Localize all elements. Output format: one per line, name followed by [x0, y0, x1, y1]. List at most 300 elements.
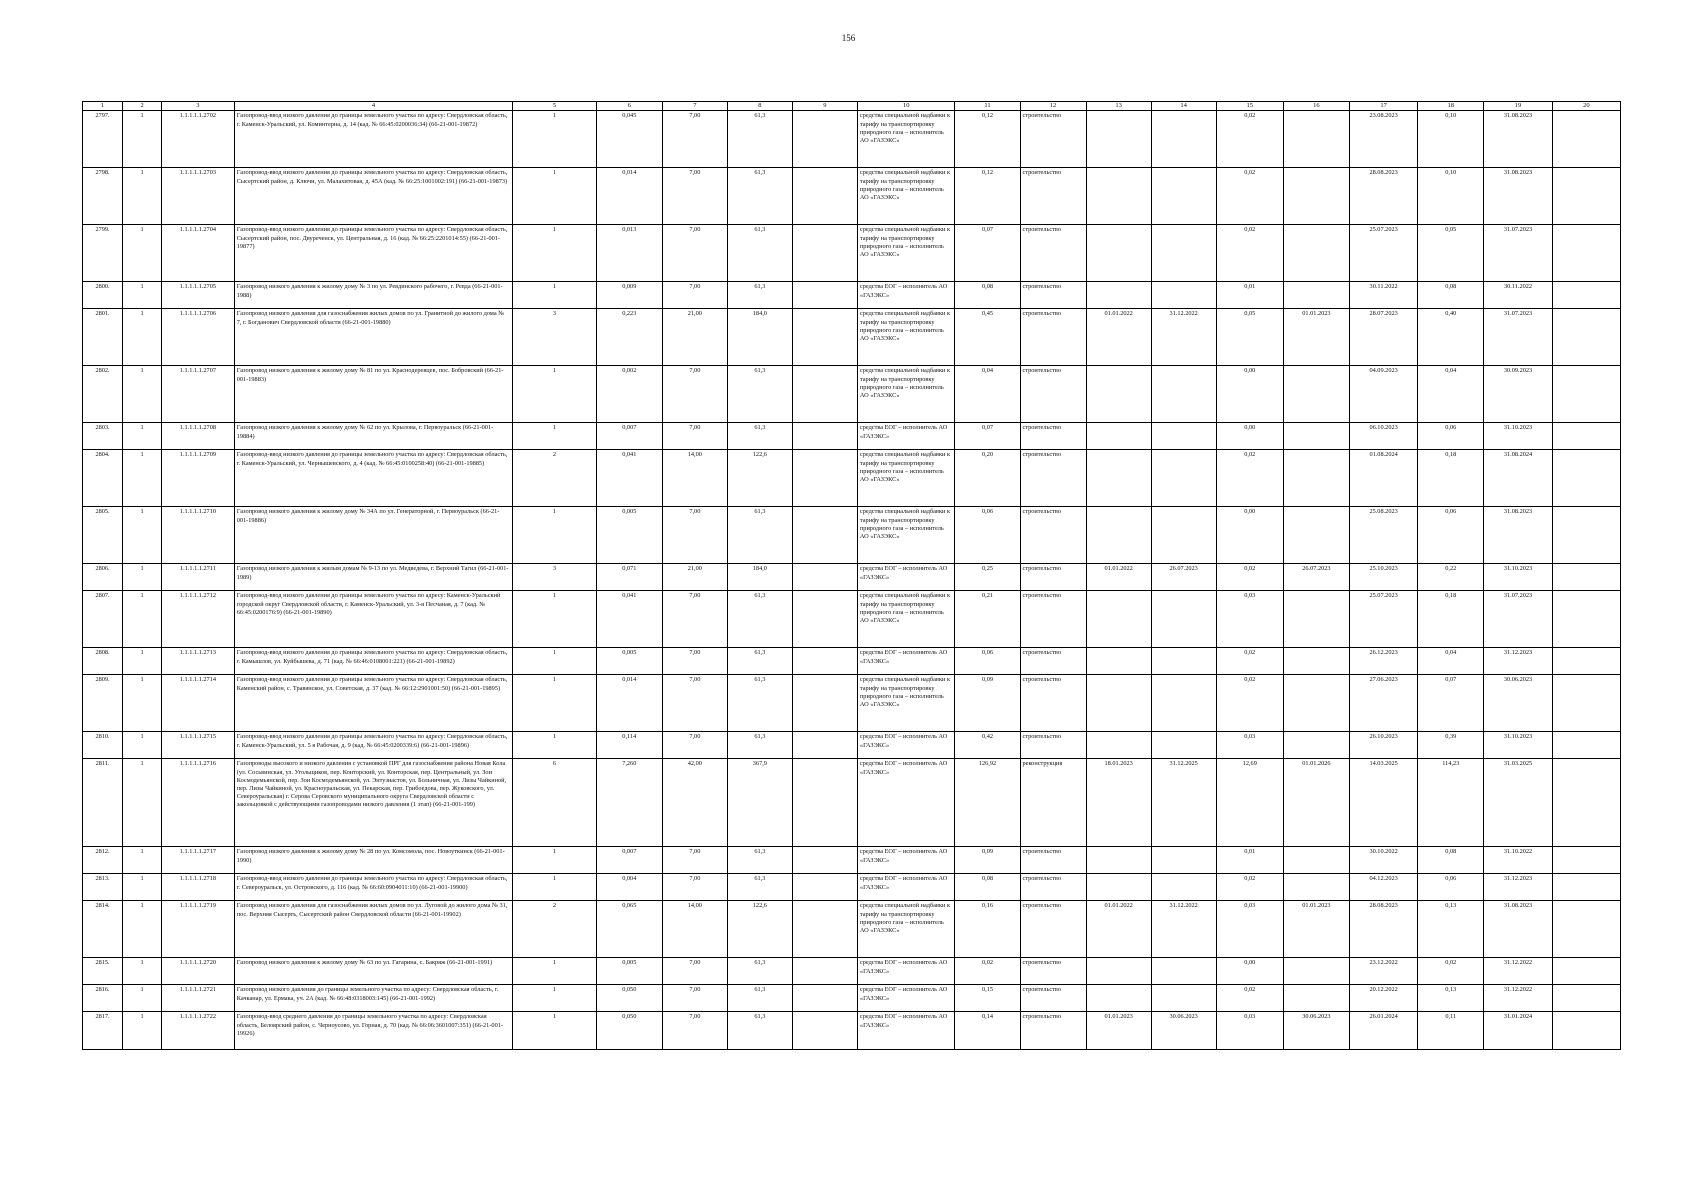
start-date-cell: [1086, 847, 1151, 874]
work-type-cell: строительство: [1020, 225, 1086, 282]
cost-cell: 126,92: [955, 759, 1020, 847]
start-date-cell: 18.01.2023: [1086, 759, 1151, 847]
object-code-cell: 1.1.1.1.1.2710: [162, 507, 235, 564]
table-row: [83, 168, 1621, 225]
table-row: [83, 958, 1621, 985]
table-row: [83, 564, 1621, 591]
value-7-cell: 42,00: [662, 759, 727, 847]
completion-date-cell: 31.12.2023: [1484, 874, 1552, 901]
date-16-cell: [1283, 958, 1349, 985]
count-cell: 3: [513, 564, 596, 591]
value-7-cell: 7,00: [662, 168, 727, 225]
value-18-cell: 0,04: [1418, 648, 1484, 675]
date-16-cell: 01.01.2023: [1283, 309, 1349, 366]
value-8-cell: 184,0: [727, 564, 792, 591]
date-17-cell: 30.11.2022: [1349, 282, 1417, 309]
column-number-header: 7: [662, 102, 727, 111]
value-20-cell: [1552, 648, 1620, 675]
table-row: [83, 759, 1621, 847]
value-18-cell: 0,10: [1418, 168, 1484, 225]
count-cell: 1: [513, 1012, 596, 1050]
date-16-cell: [1283, 847, 1349, 874]
row-number-cell: 2814.: [83, 901, 123, 958]
object-description-cell: Газопровод низкого давления к жилому дому № 3 по ул. Ревдинского рабочего, г. Ревда (66-21-001-1988): [234, 282, 513, 309]
cost-cell: 0,02: [955, 958, 1020, 985]
value-7-cell: 7,00: [662, 507, 727, 564]
count-cell: 2: [513, 450, 596, 507]
cost-cell: 0,07: [955, 423, 1020, 450]
count-cell: 1: [513, 366, 596, 423]
end-date-cell: [1151, 450, 1216, 507]
start-date-cell: [1086, 450, 1151, 507]
value-20-cell: [1552, 450, 1620, 507]
object-code-cell: 1.1.1.1.1.2702: [162, 111, 235, 168]
value-8-cell: 61,3: [727, 282, 792, 309]
row-number-cell: 2805.: [83, 507, 123, 564]
investment-program-table: [82, 101, 1621, 1050]
table-row: [83, 111, 1621, 168]
object-code-cell: 1.1.1.1.1.2715: [162, 732, 235, 759]
column-number-header: 2: [123, 102, 162, 111]
work-type-cell: строительство: [1020, 507, 1086, 564]
value-7-cell: 7,00: [662, 874, 727, 901]
cost-cell: 0,07: [955, 225, 1020, 282]
work-type-cell: строительство: [1020, 1012, 1086, 1050]
value-20-cell: [1552, 507, 1620, 564]
count-cell: 1: [513, 423, 596, 450]
completion-date-cell: 31.10.2023: [1484, 564, 1552, 591]
object-code-cell: 1.1.1.1.1.2703: [162, 168, 235, 225]
value-7-cell: 7,00: [662, 985, 727, 1012]
row-number-cell: 2797.: [83, 111, 123, 168]
completion-date-cell: 30.11.2022: [1484, 282, 1552, 309]
value-15-cell: 0,00: [1216, 423, 1283, 450]
value-8-cell: 61,3: [727, 847, 792, 874]
value-20-cell: [1552, 1012, 1620, 1050]
value-7-cell: 7,00: [662, 1012, 727, 1050]
date-16-cell: [1283, 675, 1349, 732]
date-17-cell: 26.12.2023: [1349, 648, 1417, 675]
table-row: [83, 309, 1621, 366]
table-row: [83, 282, 1621, 309]
work-type-cell: строительство: [1020, 874, 1086, 901]
date-16-cell: [1283, 282, 1349, 309]
date-17-cell: 04.09.2023: [1349, 366, 1417, 423]
cost-cell: 0,06: [955, 507, 1020, 564]
object-description-cell: Газопровод-ввод низкого давления до границы земельного участка по адресу: Свердловская область, г. Каменск-Уральский, ул. 5 я Рабочая, д. 9 (кад. № 66:45:0200339:6) (66-21-001-19896): [234, 732, 513, 759]
level-cell: 1: [123, 591, 162, 648]
object-code-cell: 1.1.1.1.1.2719: [162, 901, 235, 958]
object-code-cell: 1.1.1.1.1.2714: [162, 675, 235, 732]
end-date-cell: 26.07.2023: [1151, 564, 1216, 591]
value-8-cell: 122,6: [727, 901, 792, 958]
count-cell: 1: [513, 648, 596, 675]
column-number-header: 11: [955, 102, 1020, 111]
work-type-cell: строительство: [1020, 732, 1086, 759]
table-row: [83, 591, 1621, 648]
financing-source-cell: средства специальной надбавки к тарифу на транспортировку природного газа – исполнитель АО «ГАЗЭКС»: [857, 901, 955, 958]
value-9-cell: [792, 958, 857, 985]
work-type-cell: строительство: [1020, 901, 1086, 958]
financing-source-cell: средства ЕОГ – исполнитель АО «ГАЗЭКС»: [857, 648, 955, 675]
end-date-cell: [1151, 507, 1216, 564]
value-9-cell: [792, 225, 857, 282]
value-20-cell: [1552, 675, 1620, 732]
value-20-cell: [1552, 958, 1620, 985]
date-17-cell: 25.07.2023: [1349, 225, 1417, 282]
level-cell: 1: [123, 759, 162, 847]
date-16-cell: [1283, 732, 1349, 759]
level-cell: 1: [123, 675, 162, 732]
value-7-cell: 21,00: [662, 309, 727, 366]
row-number-cell: 2807.: [83, 591, 123, 648]
object-code-cell: 1.1.1.1.1.2713: [162, 648, 235, 675]
table-row: [83, 732, 1621, 759]
date-16-cell: [1283, 985, 1349, 1012]
value-9-cell: [792, 874, 857, 901]
date-17-cell: 27.06.2023: [1349, 675, 1417, 732]
column-number-header: 16: [1283, 102, 1349, 111]
date-17-cell: 25.08.2023: [1349, 507, 1417, 564]
date-17-cell: 25.10.2023: [1349, 564, 1417, 591]
value-18-cell: 0,11: [1418, 1012, 1484, 1050]
length-cell: 0,013: [596, 225, 662, 282]
value-18-cell: 0,05: [1418, 225, 1484, 282]
value-20-cell: [1552, 901, 1620, 958]
value-7-cell: 14,00: [662, 901, 727, 958]
completion-date-cell: 31.10.2023: [1484, 423, 1552, 450]
end-date-cell: [1151, 847, 1216, 874]
cost-cell: 0,04: [955, 366, 1020, 423]
financing-source-cell: средства специальной надбавки к тарифу на транспортировку природного газа – исполнитель АО «ГАЗЭКС»: [857, 225, 955, 282]
completion-date-cell: 31.07.2023: [1484, 225, 1552, 282]
object-description-cell: Газопровод-ввод среднего давления до границы земельного участка по адресу: Свердловская область, Белоярский район, с. Черноусово, ул. Горная, д. 70 (кад. № 66:06:3601007:351) (66-21-001-19926): [234, 1012, 513, 1050]
value-9-cell: [792, 507, 857, 564]
financing-source-cell: средства ЕОГ – исполнитель АО «ГАЗЭКС»: [857, 423, 955, 450]
date-16-cell: [1283, 423, 1349, 450]
object-code-cell: 1.1.1.1.1.2721: [162, 985, 235, 1012]
value-20-cell: [1552, 168, 1620, 225]
date-17-cell: 28.08.2023: [1349, 901, 1417, 958]
table-row: [83, 874, 1621, 901]
count-cell: 3: [513, 309, 596, 366]
start-date-cell: 01.01.2022: [1086, 564, 1151, 591]
completion-date-cell: 31.12.2022: [1484, 958, 1552, 985]
value-8-cell: 184,0: [727, 309, 792, 366]
level-cell: 1: [123, 1012, 162, 1050]
value-18-cell: 0,40: [1418, 309, 1484, 366]
completion-date-cell: 31.08.2023: [1484, 168, 1552, 225]
row-number-cell: 2817.: [83, 1012, 123, 1050]
value-9-cell: [792, 450, 857, 507]
value-7-cell: 7,00: [662, 847, 727, 874]
row-number-cell: 2809.: [83, 675, 123, 732]
level-cell: 1: [123, 958, 162, 985]
date-17-cell: 06.10.2023: [1349, 423, 1417, 450]
value-8-cell: 61,3: [727, 732, 792, 759]
date-16-cell: [1283, 874, 1349, 901]
cost-cell: 0,08: [955, 874, 1020, 901]
count-cell: 1: [513, 732, 596, 759]
financing-source-cell: средства специальной надбавки к тарифу на транспортировку природного газа – исполнитель АО «ГАЗЭКС»: [857, 168, 955, 225]
length-cell: 0,050: [596, 985, 662, 1012]
column-number-header: 14: [1151, 102, 1216, 111]
length-cell: 0,223: [596, 309, 662, 366]
value-20-cell: [1552, 591, 1620, 648]
work-type-cell: строительство: [1020, 168, 1086, 225]
count-cell: 1: [513, 168, 596, 225]
financing-source-cell: средства ЕОГ – исполнитель АО «ГАЗЭКС»: [857, 759, 955, 847]
value-9-cell: [792, 282, 857, 309]
value-9-cell: [792, 732, 857, 759]
start-date-cell: [1086, 675, 1151, 732]
length-cell: 0,050: [596, 1012, 662, 1050]
value-8-cell: 61,3: [727, 675, 792, 732]
completion-date-cell: 31.10.2022: [1484, 847, 1552, 874]
work-type-cell: строительство: [1020, 111, 1086, 168]
cost-cell: 0,12: [955, 111, 1020, 168]
cost-cell: 0,25: [955, 564, 1020, 591]
value-9-cell: [792, 309, 857, 366]
level-cell: 1: [123, 847, 162, 874]
cost-cell: 0,21: [955, 591, 1020, 648]
value-7-cell: 14,00: [662, 450, 727, 507]
object-code-cell: 1.1.1.1.1.2720: [162, 958, 235, 985]
row-number-cell: 2798.: [83, 168, 123, 225]
end-date-cell: [1151, 958, 1216, 985]
completion-date-cell: 31.07.2023: [1484, 591, 1552, 648]
value-8-cell: 61,3: [727, 1012, 792, 1050]
start-date-cell: [1086, 648, 1151, 675]
financing-source-cell: средства специальной надбавки к тарифу на транспортировку природного газа – исполнитель АО «ГАЗЭКС»: [857, 591, 955, 648]
value-15-cell: 0,00: [1216, 366, 1283, 423]
value-8-cell: 61,3: [727, 648, 792, 675]
end-date-cell: [1151, 591, 1216, 648]
row-number-cell: 2806.: [83, 564, 123, 591]
value-18-cell: 0,08: [1418, 847, 1484, 874]
date-16-cell: [1283, 366, 1349, 423]
date-17-cell: 30.10.2022: [1349, 847, 1417, 874]
date-16-cell: [1283, 591, 1349, 648]
financing-source-cell: средства ЕОГ – исполнитель АО «ГАЗЭКС»: [857, 1012, 955, 1050]
row-number-cell: 2802.: [83, 366, 123, 423]
level-cell: 1: [123, 282, 162, 309]
value-20-cell: [1552, 759, 1620, 847]
end-date-cell: [1151, 366, 1216, 423]
value-9-cell: [792, 759, 857, 847]
length-cell: 7,260: [596, 759, 662, 847]
object-description-cell: Газопровод-ввод низкого давления до границы земельного участка по адресу: Свердловская область, г. Камышлов, ул. Куйбышева, д. 71 (кад. № 66:46:0108001:221) (66-21-001-19892): [234, 648, 513, 675]
value-7-cell: 7,00: [662, 958, 727, 985]
start-date-cell: 01.01.2023: [1086, 1012, 1151, 1050]
financing-source-cell: средства ЕОГ – исполнитель АО «ГАЗЭКС»: [857, 282, 955, 309]
financing-source-cell: средства ЕОГ – исполнитель АО «ГАЗЭКС»: [857, 874, 955, 901]
object-description-cell: Газопровод-ввод низкого давления до границы земельного участка по адресу: Свердловская область, г. Каменск-Уральский, ул. Чернышевского, д. 4 (кад. № 66:45:0100258:40) (66-21-001-19885): [234, 450, 513, 507]
date-16-cell: 26.07.2023: [1283, 564, 1349, 591]
level-cell: 1: [123, 423, 162, 450]
value-8-cell: 61,3: [727, 591, 792, 648]
value-20-cell: [1552, 225, 1620, 282]
value-7-cell: 7,00: [662, 648, 727, 675]
object-description-cell: Газопровод-ввод низкого давления до границы земельного участка по адресу: Свердловская область, Сысертский район, д. Ключи, ул. Малахитовая, д. 45А (кад. № 66:25:1001002:191) (66-21-001-19873): [234, 168, 513, 225]
count-cell: 1: [513, 591, 596, 648]
value-15-cell: 0,03: [1216, 901, 1283, 958]
column-number-header: 6: [596, 102, 662, 111]
value-9-cell: [792, 1012, 857, 1050]
date-16-cell: [1283, 507, 1349, 564]
completion-date-cell: 31.01.2024: [1484, 1012, 1552, 1050]
count-cell: 1: [513, 874, 596, 901]
value-9-cell: [792, 168, 857, 225]
length-cell: 0,041: [596, 450, 662, 507]
object-code-cell: 1.1.1.1.1.2722: [162, 1012, 235, 1050]
work-type-cell: строительство: [1020, 591, 1086, 648]
row-number-cell: 2799.: [83, 225, 123, 282]
value-8-cell: 61,3: [727, 366, 792, 423]
value-15-cell: 0,03: [1216, 732, 1283, 759]
date-16-cell: [1283, 450, 1349, 507]
object-description-cell: Газопровод низкого давления для газоснабжения жилых домов по ул. Луговой до жилого дома № 31, пос. Верхняя Сысерть, Сысертский район Свердловской области (66-21-001-19902): [234, 901, 513, 958]
completion-date-cell: 31.08.2024: [1484, 450, 1552, 507]
length-cell: 0,014: [596, 168, 662, 225]
start-date-cell: [1086, 168, 1151, 225]
value-7-cell: 7,00: [662, 732, 727, 759]
value-18-cell: 0,07: [1418, 675, 1484, 732]
value-7-cell: 21,00: [662, 564, 727, 591]
date-17-cell: 28.08.2023: [1349, 168, 1417, 225]
cost-cell: 0,09: [955, 675, 1020, 732]
financing-source-cell: средства ЕОГ – исполнитель АО «ГАЗЭКС»: [857, 847, 955, 874]
work-type-cell: строительство: [1020, 366, 1086, 423]
financing-source-cell: средства специальной надбавки к тарифу на транспортировку природного газа – исполнитель АО «ГАЗЭКС»: [857, 507, 955, 564]
end-date-cell: [1151, 732, 1216, 759]
count-cell: 1: [513, 958, 596, 985]
end-date-cell: [1151, 168, 1216, 225]
date-17-cell: 23.08.2023: [1349, 111, 1417, 168]
object-description-cell: Газопровод низкого давления к жилым домам № 9-13 по ул. Медведева, г. Верхний Тагил (66-21-001-1989): [234, 564, 513, 591]
object-description-cell: Газопровод-ввод низкого давления до границы земельного участка по адресу: Свердловская область, г. Каменск-Уральский, ул. Коминтерна, д. 14 (кад. № 66:45:0200036:34) (66-21-001-19872): [234, 111, 513, 168]
value-18-cell: 0,18: [1418, 450, 1484, 507]
object-description-cell: Газопровод низкого давления к жилому дому № 34А по ул. Генераторной, г. Первоуральск (66-21-001-19886): [234, 507, 513, 564]
value-7-cell: 7,00: [662, 366, 727, 423]
value-8-cell: 61,3: [727, 225, 792, 282]
level-cell: 1: [123, 874, 162, 901]
row-number-cell: 2812.: [83, 847, 123, 874]
column-number-header: 3: [162, 102, 235, 111]
column-number-header: 5: [513, 102, 596, 111]
value-20-cell: [1552, 423, 1620, 450]
completion-date-cell: 31.08.2023: [1484, 901, 1552, 958]
date-16-cell: [1283, 168, 1349, 225]
row-number-cell: 2815.: [83, 958, 123, 985]
value-9-cell: [792, 847, 857, 874]
cost-cell: 0,16: [955, 901, 1020, 958]
value-20-cell: [1552, 282, 1620, 309]
work-type-cell: реконструкция: [1020, 759, 1086, 847]
object-code-cell: 1.1.1.1.1.2705: [162, 282, 235, 309]
value-8-cell: 61,3: [727, 958, 792, 985]
financing-source-cell: средства специальной надбавки к тарифу на транспортировку природного газа – исполнитель АО «ГАЗЭКС»: [857, 366, 955, 423]
object-code-cell: 1.1.1.1.1.2718: [162, 874, 235, 901]
length-cell: 0,004: [596, 874, 662, 901]
end-date-cell: [1151, 282, 1216, 309]
start-date-cell: [1086, 282, 1151, 309]
column-number-header: 13: [1086, 102, 1151, 111]
cost-cell: 0,12: [955, 168, 1020, 225]
value-7-cell: 7,00: [662, 423, 727, 450]
date-17-cell: 28.07.2023: [1349, 309, 1417, 366]
table-row: [83, 985, 1621, 1012]
value-8-cell: 61,3: [727, 507, 792, 564]
value-7-cell: 7,00: [662, 225, 727, 282]
value-15-cell: 0,05: [1216, 309, 1283, 366]
work-type-cell: строительство: [1020, 985, 1086, 1012]
value-18-cell: 0,06: [1418, 507, 1484, 564]
column-number-header: 20: [1552, 102, 1620, 111]
cost-cell: 0,42: [955, 732, 1020, 759]
column-number-header: 10: [857, 102, 955, 111]
value-7-cell: 7,00: [662, 591, 727, 648]
end-date-cell: 31.12.2022: [1151, 901, 1216, 958]
start-date-cell: [1086, 507, 1151, 564]
value-18-cell: 0,18: [1418, 591, 1484, 648]
financing-source-cell: средства ЕОГ – исполнитель АО «ГАЗЭКС»: [857, 564, 955, 591]
value-8-cell: 61,3: [727, 168, 792, 225]
count-cell: 1: [513, 985, 596, 1012]
length-cell: 0,065: [596, 901, 662, 958]
cost-cell: 0,08: [955, 282, 1020, 309]
work-type-cell: строительство: [1020, 847, 1086, 874]
value-20-cell: [1552, 732, 1620, 759]
table-row: [83, 225, 1621, 282]
length-cell: 0,005: [596, 648, 662, 675]
value-9-cell: [792, 985, 857, 1012]
object-description-cell: Газопровод низкого давления к жилому дому № 62 по ул. Крылова, г. Первоуральск (66-21-001-19884): [234, 423, 513, 450]
object-code-cell: 1.1.1.1.1.2711: [162, 564, 235, 591]
value-15-cell: 0,03: [1216, 1012, 1283, 1050]
count-cell: 6: [513, 759, 596, 847]
end-date-cell: [1151, 874, 1216, 901]
completion-date-cell: 31.07.2023: [1484, 309, 1552, 366]
level-cell: 1: [123, 901, 162, 958]
work-type-cell: строительство: [1020, 675, 1086, 732]
value-18-cell: 0,04: [1418, 366, 1484, 423]
length-cell: 0,005: [596, 958, 662, 985]
work-type-cell: строительство: [1020, 450, 1086, 507]
row-number-cell: 2816.: [83, 985, 123, 1012]
length-cell: 0,007: [596, 847, 662, 874]
value-9-cell: [792, 591, 857, 648]
row-number-cell: 2800.: [83, 282, 123, 309]
value-15-cell: 0,02: [1216, 985, 1283, 1012]
object-description-cell: Газопровод низкого давления к жилому дому № 81 по ул. Краснодеревцев, пос. Бобровский (66-21-001-19883): [234, 366, 513, 423]
start-date-cell: [1086, 591, 1151, 648]
cost-cell: 0,14: [955, 1012, 1020, 1050]
start-date-cell: [1086, 423, 1151, 450]
length-cell: 0,041: [596, 591, 662, 648]
table-row: [83, 507, 1621, 564]
length-cell: 0,014: [596, 675, 662, 732]
object-code-cell: 1.1.1.1.1.2708: [162, 423, 235, 450]
table-row: [83, 1012, 1621, 1050]
object-description-cell: Газопровод низкого давления для газоснабжения жилых домов по ул. Гранитной до жилого дома № 7, г. Богданович Свердловской области (66-21-001-19880): [234, 309, 513, 366]
value-8-cell: 61,3: [727, 111, 792, 168]
object-description-cell: Газопровод-ввод низкого давления до границы земельного участка по адресу: Каменск-Уральский городской округ Свердловской области, г. Каменск-Уральский, ул. 3-я Песчаная, д. 7 (кад. № 66:45:0200176:9) (66-21-001-19890): [234, 591, 513, 648]
date-16-cell: 01.01.2023: [1283, 901, 1349, 958]
start-date-cell: [1086, 225, 1151, 282]
column-number-header: 17: [1349, 102, 1417, 111]
start-date-cell: [1086, 985, 1151, 1012]
